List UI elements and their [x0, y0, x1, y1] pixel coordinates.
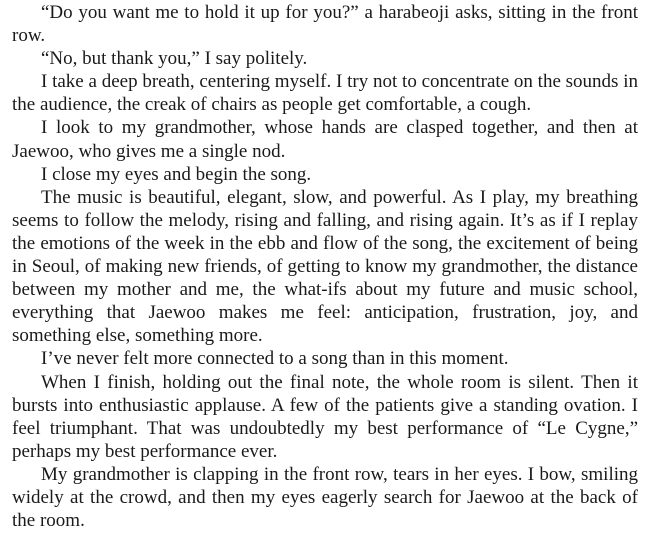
- paragraph-8: When I finish, holding out the final note, the whole room is silent. Then it bursts into enthusiastic applause. A few of the patients give a standing ovation. I feel triumphant. That was undoubtedly my best performance of “Le Cygne,” perhaps my best performance ever.: [12, 371, 638, 462]
- paragraph-3: I take a deep breath, centering myself. I try not to concentrate on the sounds in the audience, the creak of chairs as people get comfortable, a cough.: [12, 71, 638, 116]
- paragraph-1: “Do you want me to hold it up for you?” a harabeoji asks, sitting in the front row.: [12, 2, 638, 47]
- paragraph-2: “No, but thank you,” I say politely.: [41, 48, 308, 70]
- paragraph-6: The music is beautiful, elegant, slow, and powerful. As I play, my breathing seems to follow the melody, rising and falling, and rising again. It’s as if I replay the emotions of the week in the ebb and flow of the song, the excitement of being in Seoul, of making new friends, of getting to know my grandmother, the distance between my mother and me, the what-ifs about my future and music school, everything that Jaewoo makes me feel: anticipation, frustration, joy, and something else, something more.: [12, 186, 638, 347]
- paragraph-9: My grandmother is clapping in the front row, tears in her eyes. I bow, smiling widely at the crowd, and then my eyes eagerly search for Jaewoo at the back of the room.: [12, 463, 638, 532]
- paragraph-7: I’ve never felt more connected to a song than in this moment.: [41, 348, 509, 370]
- paragraph-4: I look to my grandmother, whose hands are clasped together, and then at Jaewoo, who gives me a single nod.: [12, 117, 638, 162]
- paragraph-5: I close my eyes and begin the song.: [41, 163, 312, 185]
